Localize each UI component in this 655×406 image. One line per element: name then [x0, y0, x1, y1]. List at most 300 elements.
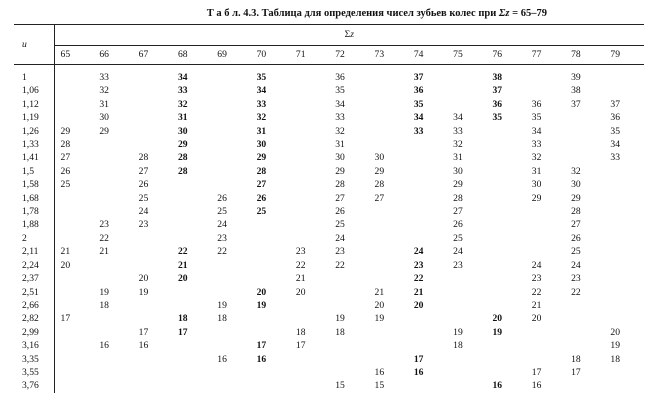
teeth-value [93, 259, 132, 272]
teeth-value [211, 178, 250, 191]
teeth-value [447, 366, 486, 379]
teeth-value: 19 [99, 286, 109, 298]
teeth-value: 18 [217, 313, 227, 325]
teeth-value [211, 379, 250, 392]
table-row [14, 312, 644, 325]
teeth-value: 30 [99, 112, 109, 124]
u-value: 2 [14, 232, 54, 245]
column-header: 76 [486, 46, 525, 65]
table-row [14, 84, 644, 97]
teeth-value: 35 [335, 85, 345, 97]
teeth-value: 33 [335, 112, 345, 124]
u-value: 1,06 [14, 84, 54, 97]
teeth-value [486, 286, 525, 299]
u-value: 1,12 [14, 98, 54, 111]
teeth-value: 29 [177, 139, 188, 151]
teeth-value: 28 [177, 165, 188, 177]
teeth-value [211, 339, 250, 352]
teeth-value [369, 125, 408, 138]
teeth-value [486, 192, 525, 205]
teeth-value [526, 205, 565, 218]
teeth-value [604, 218, 644, 231]
teeth-value: 25 [138, 192, 149, 204]
table-row [14, 151, 644, 164]
teeth-value: 19 [492, 326, 503, 338]
title-range: = 65–79 [512, 8, 547, 19]
teeth-value: 27 [256, 179, 267, 191]
teeth-value: 19 [610, 340, 620, 352]
teeth-value [486, 125, 525, 138]
teeth-value [486, 272, 525, 285]
title-text: Т а б л. 4.3. Таблица для определения чисел зубьев колес при [206, 8, 497, 19]
teeth-value [604, 192, 644, 205]
teeth-value [447, 286, 486, 299]
teeth-value: 24 [138, 206, 149, 218]
teeth-value: 17 [413, 353, 424, 365]
teeth-value: 30 [177, 125, 188, 137]
teeth-value [408, 379, 447, 392]
teeth-value [133, 84, 172, 97]
teeth-value: 16 [492, 380, 503, 392]
u-value: 2,24 [14, 259, 54, 272]
teeth-value [251, 326, 290, 339]
teeth-value [54, 218, 93, 231]
teeth-value: 36 [492, 98, 503, 110]
teeth-value [93, 165, 132, 178]
teeth-value: 34 [453, 112, 463, 124]
table-row [14, 205, 644, 218]
teeth-value [486, 259, 525, 272]
teeth-value [54, 339, 93, 352]
teeth-value [172, 205, 211, 218]
teeth-value [211, 366, 250, 379]
teeth-value: 25 [571, 246, 581, 258]
teeth-value [133, 138, 172, 151]
teeth-value [486, 232, 525, 245]
teeth-value [133, 312, 172, 325]
teeth-value: 23 [453, 259, 463, 271]
teeth-value [604, 366, 644, 379]
u-value: 1,26 [14, 125, 54, 138]
teeth-value [447, 312, 486, 325]
teeth-value [211, 111, 250, 124]
teeth-value: 37 [610, 98, 620, 110]
teeth-value: 20 [256, 286, 267, 298]
teeth-value: 20 [610, 326, 620, 338]
teeth-value [290, 165, 329, 178]
teeth-value [211, 326, 250, 339]
teeth-value: 38 [571, 85, 581, 97]
teeth-value: 22 [531, 286, 542, 298]
teeth-value [408, 232, 447, 245]
teeth-value [604, 299, 644, 312]
teeth-value: 31 [453, 152, 463, 164]
teeth-value: 19 [453, 326, 463, 338]
teeth-value: 23 [571, 273, 581, 285]
teeth-value [54, 286, 93, 299]
teeth-value [251, 259, 290, 272]
u-value: 1,88 [14, 218, 54, 231]
table-row [14, 379, 644, 392]
teeth-value: 22 [335, 259, 345, 271]
teeth-value: 18 [571, 353, 581, 365]
column-header: 79 [604, 46, 644, 65]
teeth-value: 26 [453, 219, 463, 231]
title-z: z [505, 8, 510, 19]
teeth-value [133, 353, 172, 366]
teeth-value: 23 [335, 246, 345, 258]
table-row [14, 98, 644, 111]
column-header: 77 [526, 46, 565, 65]
teeth-value: 38 [492, 72, 503, 83]
teeth-value: 17 [177, 326, 188, 338]
teeth-value: 22 [413, 273, 424, 285]
teeth-value [290, 125, 329, 138]
teeth-value [54, 111, 93, 124]
teeth-value [54, 379, 93, 392]
table-row [14, 232, 644, 245]
teeth-value: 35 [256, 72, 267, 83]
teeth-value [408, 151, 447, 164]
teeth-value [369, 205, 408, 218]
teeth-value [93, 379, 132, 392]
table-row [14, 65, 644, 85]
teeth-value: 18 [295, 326, 306, 338]
teeth-value: 31 [256, 125, 267, 137]
teeth-value: 34 [531, 125, 542, 137]
u-value: 2,11 [14, 245, 54, 258]
column-header: 68 [172, 46, 211, 65]
teeth-value: 20 [60, 259, 71, 271]
teeth-value [54, 98, 93, 111]
teeth-value [369, 218, 408, 231]
teeth-value: 21 [99, 246, 109, 258]
teeth-value: 19 [256, 299, 267, 311]
column-header: 74 [408, 46, 447, 65]
teeth-value: 35 [610, 125, 620, 137]
u-value: 1,19 [14, 111, 54, 124]
teeth-value [290, 65, 329, 85]
teeth-value: 27 [453, 206, 463, 218]
teeth-value: 23 [99, 219, 109, 231]
table-row [14, 286, 644, 299]
teeth-value: 25 [453, 232, 463, 244]
u-value: 3,55 [14, 366, 54, 379]
teeth-value [290, 111, 329, 124]
teeth-value [172, 286, 211, 299]
teeth-value: 18 [177, 313, 188, 325]
teeth-value: 16 [531, 380, 542, 392]
teeth-value [290, 218, 329, 231]
u-value: 1 [14, 65, 54, 85]
teeth-value [290, 205, 329, 218]
teeth-value: 16 [138, 340, 149, 352]
teeth-value: 29 [60, 125, 71, 137]
teeth-value: 16 [217, 353, 227, 365]
column-header: 73 [369, 46, 408, 65]
teeth-value: 26 [217, 192, 227, 204]
teeth-value [565, 111, 604, 124]
column-header: 67 [133, 46, 172, 65]
teeth-value: 15 [335, 380, 345, 392]
teeth-value [54, 299, 93, 312]
teeth-value: 16 [374, 366, 385, 378]
teeth-value: 33 [177, 85, 188, 97]
table-row [14, 299, 644, 312]
teeth-value [93, 178, 132, 191]
teeth-value: 25 [217, 206, 227, 218]
teeth-value [290, 366, 329, 379]
teeth-value: 33 [531, 139, 542, 151]
teeth-value [565, 125, 604, 138]
teeth-value [251, 366, 290, 379]
teeth-value [447, 272, 486, 285]
teeth-value [565, 379, 604, 392]
teeth-value [54, 65, 93, 85]
sum-z: z [350, 29, 354, 41]
u-column-header: u [14, 25, 54, 65]
teeth-value: 18 [453, 340, 463, 352]
table-row [14, 218, 644, 231]
teeth-value: 24 [335, 232, 345, 244]
teeth-value: 37 [571, 98, 581, 110]
teeth-value [93, 205, 132, 218]
teeth-value [486, 138, 525, 151]
teeth-value: 21 [60, 246, 71, 258]
teeth-value [329, 339, 368, 352]
teeth-value [211, 84, 250, 97]
teeth-value [526, 245, 565, 258]
teeth-value: 20 [531, 313, 542, 325]
teeth-value [172, 299, 211, 312]
teeth-value [486, 339, 525, 352]
teeth-value [604, 65, 644, 85]
teeth-value [211, 272, 250, 285]
teeth-value: 26 [335, 206, 345, 218]
teeth-value [369, 138, 408, 151]
teeth-value [251, 312, 290, 325]
teeth-value: 34 [610, 139, 620, 151]
teeth-value: 18 [610, 353, 620, 365]
teeth-value: 29 [453, 179, 463, 191]
teeth-value [290, 98, 329, 111]
teeth-value: 33 [99, 72, 109, 83]
teeth-value [290, 299, 329, 312]
teeth-value [133, 232, 172, 245]
teeth-value [526, 339, 565, 352]
teeth-value [408, 138, 447, 151]
teeth-value: 31 [335, 139, 345, 151]
teeth-value: 20 [138, 273, 149, 285]
teeth-value [486, 218, 525, 231]
teeth-value: 22 [99, 232, 109, 244]
teeth-value: 35 [413, 98, 424, 110]
teeth-value [369, 353, 408, 366]
teeth-value [54, 353, 93, 366]
teeth-value: 29 [335, 165, 345, 177]
teeth-value: 36 [610, 112, 620, 124]
teeth-value: 20 [295, 286, 306, 298]
teeth-value [172, 353, 211, 366]
teeth-value [251, 379, 290, 392]
teeth-value [447, 379, 486, 392]
teeth-value: 32 [99, 85, 109, 97]
teeth-value: 21 [531, 299, 542, 311]
teeth-value [93, 312, 132, 325]
teeth-value [486, 178, 525, 191]
teeth-value [93, 138, 132, 151]
teeth-value: 16 [256, 353, 267, 365]
teeth-value [290, 178, 329, 191]
teeth-value [526, 65, 565, 85]
teeth-value: 23 [138, 219, 149, 231]
teeth-value [329, 366, 368, 379]
teeth-value: 17 [138, 326, 149, 338]
teeth-value [369, 98, 408, 111]
teeth-value [290, 138, 329, 151]
teeth-value [486, 366, 525, 379]
teeth-value: 16 [413, 366, 424, 378]
teeth-value [604, 178, 644, 191]
teeth-value [211, 138, 250, 151]
u-value: 2,51 [14, 286, 54, 299]
teeth-value: 28 [335, 179, 345, 191]
teeth-value: 21 [413, 286, 424, 298]
teeth-value [486, 245, 525, 258]
column-header: 78 [565, 46, 604, 65]
teeth-value [369, 65, 408, 85]
teeth-value [133, 111, 172, 124]
teeth-value: 32 [177, 98, 188, 110]
teeth-value [604, 205, 644, 218]
teeth-value: 33 [610, 152, 620, 164]
u-value: 2,37 [14, 272, 54, 285]
teeth-value: 37 [492, 85, 503, 97]
sum-z-header [54, 25, 644, 46]
teeth-value [54, 232, 93, 245]
u-value: 1,78 [14, 205, 54, 218]
teeth-value [447, 65, 486, 85]
teeth-value: 31 [177, 112, 188, 124]
teeth-value [93, 326, 132, 339]
teeth-value: 34 [335, 98, 345, 110]
teeth-value [486, 165, 525, 178]
table-row [14, 259, 644, 272]
teeth-value: 35 [531, 112, 542, 124]
teeth-value: 33 [256, 98, 267, 110]
teeth-value: 20 [492, 313, 503, 325]
teeth-value [604, 165, 644, 178]
teeth-value [408, 178, 447, 191]
teeth-value [604, 259, 644, 272]
table-body [14, 65, 644, 393]
u-value: 2,66 [14, 299, 54, 312]
teeth-value [133, 125, 172, 138]
teeth-value: 26 [138, 179, 149, 191]
teeth-value: 22 [217, 246, 227, 258]
teeth-value [565, 138, 604, 151]
teeth-value: 21 [374, 286, 385, 298]
gear-teeth-table [14, 24, 644, 393]
teeth-value: 27 [335, 192, 345, 204]
teeth-value: 34 [177, 72, 188, 83]
teeth-value: 26 [571, 232, 581, 244]
teeth-value: 28 [60, 139, 71, 151]
teeth-value: 25 [335, 219, 345, 231]
teeth-value [486, 151, 525, 164]
teeth-value [369, 326, 408, 339]
teeth-value: 18 [335, 326, 345, 338]
teeth-value [133, 299, 172, 312]
table-title [0, 8, 655, 19]
teeth-value [526, 218, 565, 231]
teeth-value: 28 [177, 152, 188, 164]
teeth-value [447, 84, 486, 97]
teeth-value [408, 192, 447, 205]
teeth-value [526, 84, 565, 97]
teeth-value [54, 205, 93, 218]
teeth-value [290, 232, 329, 245]
teeth-value [447, 353, 486, 366]
teeth-value [211, 165, 250, 178]
teeth-value: 17 [295, 340, 306, 352]
teeth-value: 31 [531, 165, 542, 177]
column-header: 66 [93, 46, 132, 65]
teeth-value [93, 272, 132, 285]
teeth-value [133, 259, 172, 272]
teeth-value [369, 232, 408, 245]
teeth-value [251, 272, 290, 285]
teeth-value: 36 [413, 85, 424, 97]
teeth-value: 20 [177, 273, 188, 285]
teeth-value [604, 286, 644, 299]
teeth-value [604, 379, 644, 392]
column-header: 71 [290, 46, 329, 65]
teeth-value [408, 339, 447, 352]
teeth-value [329, 272, 368, 285]
column-header: 72 [329, 46, 368, 65]
teeth-value: 16 [99, 340, 109, 352]
teeth-value [604, 232, 644, 245]
teeth-value [408, 312, 447, 325]
table-row [14, 339, 644, 352]
teeth-value: 30 [374, 152, 385, 164]
teeth-value: 32 [335, 125, 345, 137]
u-value: 1,41 [14, 151, 54, 164]
teeth-value: 21 [177, 259, 188, 271]
teeth-value [133, 379, 172, 392]
teeth-value [408, 205, 447, 218]
table-row [14, 353, 644, 366]
teeth-value: 22 [571, 286, 581, 298]
teeth-value: 29 [374, 165, 385, 177]
teeth-value: 24 [217, 219, 227, 231]
teeth-value [133, 366, 172, 379]
teeth-value: 24 [531, 259, 542, 271]
teeth-value [604, 272, 644, 285]
table-row [14, 326, 644, 339]
teeth-value: 23 [295, 246, 306, 258]
teeth-value: 28 [256, 165, 267, 177]
teeth-value: 19 [138, 286, 149, 298]
teeth-value [290, 353, 329, 366]
table-row [14, 192, 644, 205]
teeth-value [211, 151, 250, 164]
teeth-value: 21 [295, 273, 306, 285]
teeth-value [93, 353, 132, 366]
teeth-value: 28 [374, 179, 385, 191]
teeth-value: 18 [99, 299, 109, 311]
